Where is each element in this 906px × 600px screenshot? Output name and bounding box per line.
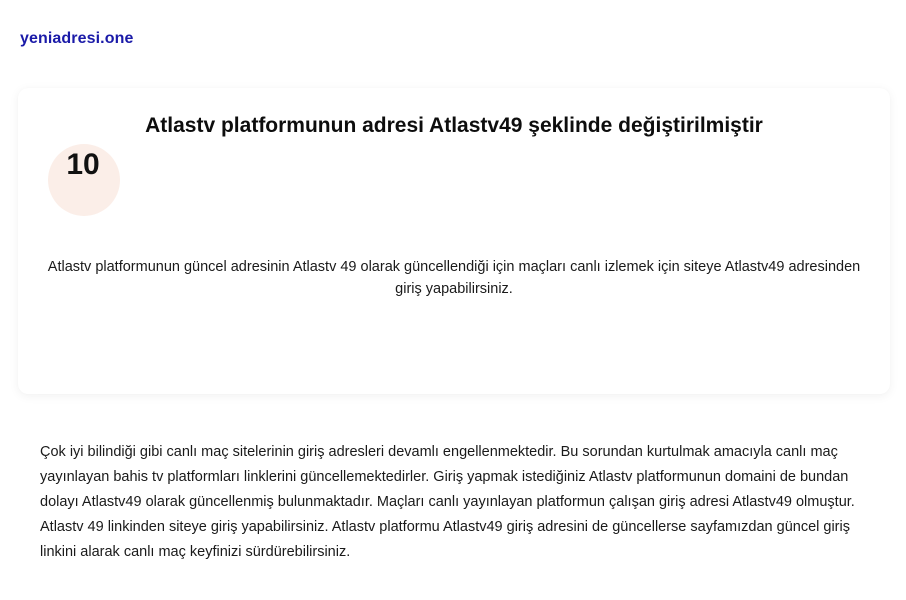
site-header [20, 30, 133, 52]
article-paragraph: Çok iyi bilindiği gibi canlı maç sitelerinin giriş adresleri devamlı engellenmektedir. Bu sorundan kurtulmak amacıyla canlı maç yayınlayan bahis tv platformları linklerini güncellemektedirler. Giriş yapmak istediğiniz Atlastv platformunun domaini de bundan dolayı Atlastv49 olarak güncellenmiş bulunmaktadır. Maçları canlı yayınlayan platformun çalışan giriş adresi Atlastv49 olmuştur. Atlastv 49 linkinden siteye giriş yapabilirsiniz. Atlastv platformu Atlastv49 giriş adresini de güncellerse sayfamızdan güncel giriş linkini alarak canlı maç keyfinizi sürdürebilirsiniz. [40, 444, 855, 560]
card-title: Atlastv platformunun adresi Atlastv49 şeklinde değiştirilmiştir [145, 114, 763, 137]
score-badge [48, 144, 120, 216]
card-description: Atlastv platformunun güncel adresinin Atlastv 49 olarak güncellendiği için maçları canlı izlemek için siteye Atlastv49 adresinden giriş yapabilirsiniz. [47, 259, 861, 297]
info-card [18, 88, 890, 394]
site-logo-link[interactable]: yeniadresi.one [20, 30, 134, 47]
score-value: 10 [66, 148, 100, 181]
